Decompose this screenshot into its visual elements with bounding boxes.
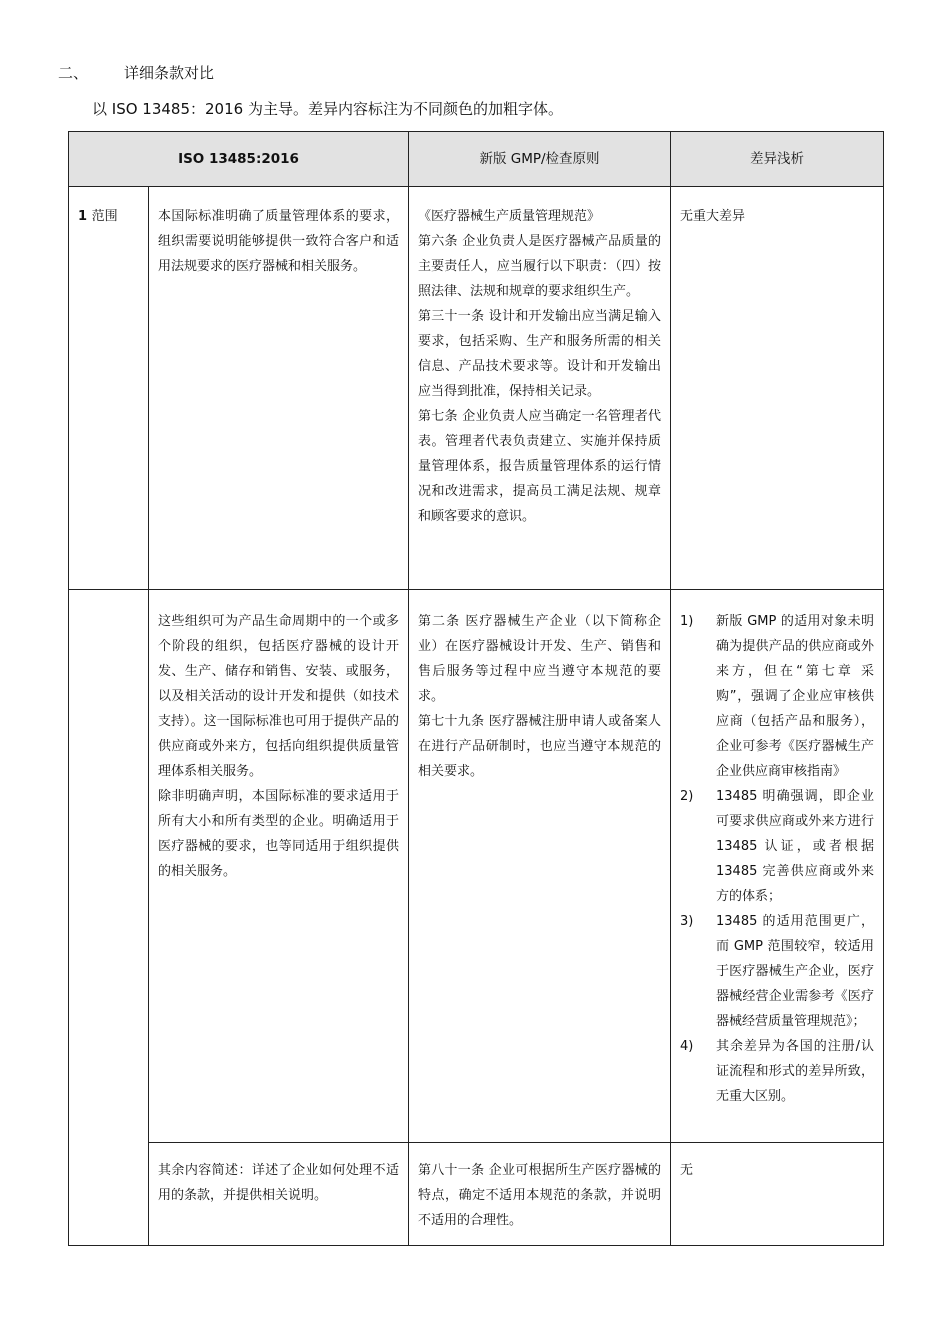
diff-item-number: 1) bbox=[680, 614, 694, 629]
clause-cell bbox=[69, 187, 149, 590]
section-number: 二、 bbox=[58, 64, 89, 82]
iso-paragraph: 这些组织可为产品生命周期中的一个或多个阶段的组织，包括医疗器械的设计开发、生产、储存和销售、安装、或服务，以及相关活动的设计开发和提供（如技术支持）。这一国际标准也可用于提供产品的供应商或外来方，包括向组织提供质量管理体系相关服务。 bbox=[158, 614, 399, 779]
iso-paragraph: 除非明确声明，本国际标准的要求适用于所有大小和所有类型的企业。明确适用于医疗器械的要求，也等同适用于组织提供的相关服务。 bbox=[158, 789, 399, 879]
diff-item-number: 2) bbox=[680, 789, 694, 804]
iso-cell bbox=[149, 590, 409, 1143]
table-row bbox=[69, 187, 884, 590]
section-title: 详细条款对比 bbox=[124, 64, 215, 82]
gmp-paragraph: 第六条 企业负责人是医疗器械产品质量的主要责任人，应当履行以下职责：（四）按照法律、法规和规章的要求组织生产。 bbox=[418, 234, 661, 299]
gmp-paragraph: 第七十九条 医疗器械注册申请人或备案人在进行产品研制时，也应当遵守本规范的相关要求。 bbox=[418, 714, 661, 779]
iso-paragraph: 本国际标准明确了质量管理体系的要求，组织需要说明能够提供一致符合客户和适用法规要求的医疗器械和相关服务。 bbox=[158, 209, 399, 274]
gmp-paragraph: 第七条 企业负责人应当确定一名管理者代表。管理者代表负责建立、实施并保持质量管理体系，报告质量管理体系的运行情况和改进需求，提高员工满足法规、规章和顾客要求的意识。 bbox=[418, 409, 661, 524]
diff-text: 无 bbox=[680, 1163, 694, 1178]
section-heading bbox=[58, 62, 214, 83]
diff-cell bbox=[671, 1143, 884, 1246]
diff-cell bbox=[671, 590, 884, 1143]
gmp-paragraph: 《医疗器械生产质量管理规范》 bbox=[418, 209, 601, 224]
diff-list-item bbox=[680, 909, 874, 1034]
diff-list-item bbox=[680, 1034, 874, 1109]
diff-text: 无重大差异 bbox=[680, 209, 746, 224]
intro-text: 以 ISO 13485：2016 为主导。差异内容标注为不同颜色的加粗字体。 bbox=[92, 100, 563, 118]
gmp-paragraph: 第三十一条 设计和开发输出应当满足输入要求，包括采购、生产和服务所需的相关信息、产品技术要求等。设计和开发输出应当得到批准，保持相关记录。 bbox=[418, 309, 661, 399]
diff-item-text: 13485 的适用范围更广，而 GMP 范围较窄，较适用于医疗器械生产企业，医疗器械经营企业需参考《医疗器械经营质量管理规范》； bbox=[716, 914, 874, 1029]
clause-number: 1 bbox=[78, 209, 88, 224]
diff-item-number: 4) bbox=[680, 1039, 694, 1054]
gmp-paragraph: 第二条 医疗器械生产企业（以下简称企业）在医疗器械设计开发、生产、销售和售后服务等过程中应当遵守本规范的要求。 bbox=[418, 614, 661, 704]
diff-list-item bbox=[680, 784, 874, 909]
gmp-cell bbox=[409, 590, 671, 1143]
header-gmp: 新版 GMP/检查原则 bbox=[409, 132, 671, 187]
diff-item-text: 新版 GMP 的适用对象未明确为提供产品的供应商或外来方，但在“第七章 采购”，强调了企业应审核供应商（包括产品和服务），企业可参考《医疗器械生产企业供应商审核指南》 bbox=[716, 614, 874, 779]
header-diff: 差异浅析 bbox=[671, 132, 884, 187]
diff-item-text: 13485 明确强调，即企业可要求供应商或外来方进行 13485 认证，或者根据 13485 完善供应商或外来方的体系； bbox=[716, 789, 874, 904]
iso-cell bbox=[149, 1143, 409, 1246]
table-row bbox=[69, 1143, 884, 1246]
diff-list bbox=[680, 609, 874, 1109]
iso-cell bbox=[149, 187, 409, 590]
gmp-cell bbox=[409, 187, 671, 590]
diff-item-number: 3) bbox=[680, 914, 694, 929]
diff-item-text: 其余差异为各国的注册/认证流程和形式的差异所致，无重大区别。 bbox=[716, 1039, 874, 1104]
clause-cell bbox=[69, 590, 149, 1246]
comparison-table bbox=[68, 131, 884, 1246]
gmp-paragraph: 第八十一条 企业可根据所生产医疗器械的特点，确定不适用本规范的条款，并说明不适用的合理性。 bbox=[418, 1163, 661, 1228]
table-header-row bbox=[69, 132, 884, 187]
gmp-cell bbox=[409, 1143, 671, 1246]
table-row bbox=[69, 590, 884, 1143]
clause-name: 范围 bbox=[91, 209, 118, 224]
header-iso: ISO 13485:2016 bbox=[69, 132, 409, 187]
iso-paragraph: 其余内容简述：详述了企业如何处理不适用的条款，并提供相关说明。 bbox=[158, 1163, 399, 1203]
diff-list-item bbox=[680, 609, 874, 784]
diff-cell bbox=[671, 187, 884, 590]
